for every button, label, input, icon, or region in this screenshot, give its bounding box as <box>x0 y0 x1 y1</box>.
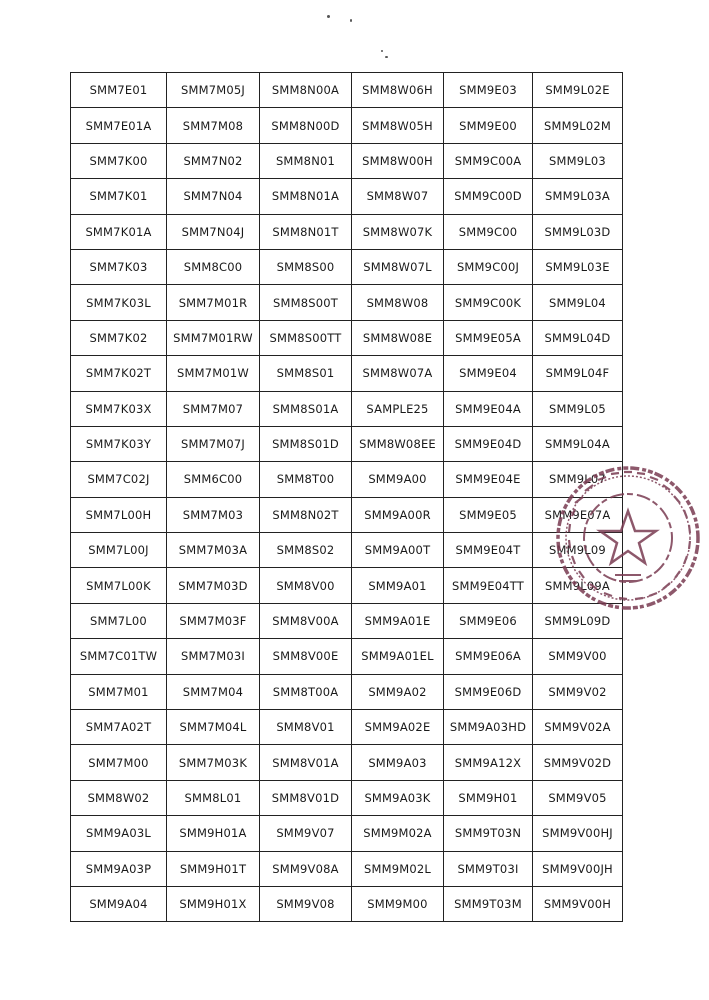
part-number-cell: SMM7K00 <box>71 143 167 178</box>
table-row <box>71 745 623 780</box>
part-number-cell: SMM7L00K <box>71 568 167 603</box>
table-row <box>71 816 623 851</box>
part-number-cell: SMM7M03I <box>167 639 260 674</box>
part-number-cell: SMM9M00 <box>352 886 444 921</box>
part-number-cell: SMM9A03K <box>352 780 444 815</box>
part-number-cell: SMM7M03K <box>167 745 260 780</box>
table-row <box>71 143 623 178</box>
part-number-cell: SMM7M03 <box>167 497 260 532</box>
part-number-cell: SMM7M00 <box>71 745 167 780</box>
part-number-cell: SMM8T00 <box>260 462 352 497</box>
part-number-cell: SMM9V02A <box>533 710 623 745</box>
table-row <box>71 426 623 461</box>
part-number-cell: SMM9C00J <box>444 249 533 284</box>
part-number-cell: SMM7K03Y <box>71 426 167 461</box>
part-number-cell: SMM9A00T <box>352 533 444 568</box>
part-number-cell: SMM7N04 <box>167 179 260 214</box>
part-number-cell: SMM9A00 <box>352 462 444 497</box>
part-number-cell: SMM9V00 <box>533 639 623 674</box>
table-row <box>71 73 623 108</box>
part-number-cell: SMM7E01A <box>71 108 167 143</box>
part-number-cell: SMM9L03A <box>533 179 623 214</box>
part-number-cell: SMM8V01A <box>260 745 352 780</box>
part-number-cell: SMM9A01EL <box>352 639 444 674</box>
part-number-cell: SMM9L03D <box>533 214 623 249</box>
table-row <box>71 674 623 709</box>
table-row <box>71 710 623 745</box>
part-number-cell: SMM7K02T <box>71 356 167 391</box>
part-number-cell: SMM9M02L <box>352 851 444 886</box>
table-row <box>71 356 623 391</box>
part-number-cell: SMM9C00D <box>444 179 533 214</box>
part-number-cell: SAMPLE25 <box>352 391 444 426</box>
part-number-cell: SMM9L05 <box>533 391 623 426</box>
part-number-cell: SMM7K03 <box>71 249 167 284</box>
part-number-cell: SMM9V07 <box>260 816 352 851</box>
part-number-cell: SMM7A02T <box>71 710 167 745</box>
part-number-cell: SMM8W08 <box>352 285 444 320</box>
part-number-cell: SMM9V05 <box>533 780 623 815</box>
part-number-cell: SMM9T03M <box>444 886 533 921</box>
part-number-cell: SMM7C01TW <box>71 639 167 674</box>
part-number-cell: SMM8W07K <box>352 214 444 249</box>
part-number-cell: SMM9L07 <box>533 462 623 497</box>
part-number-cell: SMM9V02D <box>533 745 623 780</box>
table-row <box>71 285 623 320</box>
part-number-cell: SMM7N04J <box>167 214 260 249</box>
part-number-cell: SMM7C02J <box>71 462 167 497</box>
part-number-cell: SMM7M03F <box>167 603 260 638</box>
part-number-cell: SMM8V00E <box>260 639 352 674</box>
part-number-cell: SMM9A03HD <box>444 710 533 745</box>
part-number-cell: SMM8S01A <box>260 391 352 426</box>
part-number-cell: SMM8V00A <box>260 603 352 638</box>
part-number-cell: SMM7M04 <box>167 674 260 709</box>
part-number-cell: SMM8N00D <box>260 108 352 143</box>
part-number-cell: SMM8V01D <box>260 780 352 815</box>
part-number-cell: SMM8N01T <box>260 214 352 249</box>
part-number-cell: SMM7E01 <box>71 73 167 108</box>
part-number-cell: SMM9E07A <box>533 497 623 532</box>
part-number-cell: SMM9V08 <box>260 886 352 921</box>
part-number-cell: SMM9E04A <box>444 391 533 426</box>
part-number-cell: SMM8W00H <box>352 143 444 178</box>
part-number-cell: SMM8W07 <box>352 179 444 214</box>
table-row <box>71 320 623 355</box>
table-row <box>71 214 623 249</box>
part-number-cell: SMM8W02 <box>71 780 167 815</box>
part-number-cell: SMM7N02 <box>167 143 260 178</box>
part-number-cell: SMM9V02 <box>533 674 623 709</box>
part-number-cell: SMM9L03 <box>533 143 623 178</box>
part-number-cell: SMM8W06H <box>352 73 444 108</box>
part-number-cell: SMM8L01 <box>167 780 260 815</box>
part-number-cell: SMM9A03P <box>71 851 167 886</box>
part-number-cell: SMM8C00 <box>167 249 260 284</box>
part-number-cell: SMM9A01 <box>352 568 444 603</box>
part-number-cell: SMM7M04L <box>167 710 260 745</box>
table-row <box>71 249 623 284</box>
part-number-cell: SMM9H01 <box>444 780 533 815</box>
part-number-cell: SMM9E05 <box>444 497 533 532</box>
part-number-cell: SMM8S01 <box>260 356 352 391</box>
part-number-cell: SMM8V00 <box>260 568 352 603</box>
part-number-cell: SMM7M01RW <box>167 320 260 355</box>
table-row <box>71 603 623 638</box>
part-number-cell: SMM9E04T <box>444 533 533 568</box>
part-number-table-body <box>71 73 623 922</box>
part-number-cell: SMM9L09A <box>533 568 623 603</box>
part-number-cell: SMM9M02A <box>352 816 444 851</box>
part-number-cell: SMM7K02 <box>71 320 167 355</box>
part-number-cell: SMM7L00H <box>71 497 167 532</box>
part-number-cell: SMM9A04 <box>71 886 167 921</box>
part-number-cell: SMM8S01D <box>260 426 352 461</box>
part-number-cell: SMM9A01E <box>352 603 444 638</box>
table-row <box>71 780 623 815</box>
table-row <box>71 391 623 426</box>
part-number-cell: SMM9T03N <box>444 816 533 851</box>
part-number-cell: SMM9L02M <box>533 108 623 143</box>
part-number-cell: SMM8N01 <box>260 143 352 178</box>
part-number-cell: SMM8N02T <box>260 497 352 532</box>
part-number-cell: SMM7K01 <box>71 179 167 214</box>
part-number-cell: SMM9V08A <box>260 851 352 886</box>
part-number-cell: SMM9E00 <box>444 108 533 143</box>
table-row <box>71 886 623 921</box>
part-number-cell: SMM9H01A <box>167 816 260 851</box>
scan-speck <box>327 15 330 18</box>
part-number-cell: SMM8T00A <box>260 674 352 709</box>
part-number-cell: SMM9E04E <box>444 462 533 497</box>
part-number-cell: SMM9L03E <box>533 249 623 284</box>
table-row <box>71 179 623 214</box>
part-number-cell: SMM9E05A <box>444 320 533 355</box>
part-number-cell: SMM9L09 <box>533 533 623 568</box>
part-number-cell: SMM7M07J <box>167 426 260 461</box>
part-number-cell: SMM7K01A <box>71 214 167 249</box>
scan-speck <box>350 19 352 22</box>
part-number-cell: SMM8S00T <box>260 285 352 320</box>
part-number-cell: SMM8W07L <box>352 249 444 284</box>
part-number-cell: SMM7M07 <box>167 391 260 426</box>
table-row <box>71 462 623 497</box>
part-number-cell: SMM9C00 <box>444 214 533 249</box>
part-number-cell: SMM9E06A <box>444 639 533 674</box>
part-number-cell: SMM8N01A <box>260 179 352 214</box>
part-number-cell: SMM9A02E <box>352 710 444 745</box>
table-row <box>71 497 623 532</box>
part-number-cell: SMM7K03L <box>71 285 167 320</box>
part-number-cell: SMM9H01X <box>167 886 260 921</box>
part-number-cell: SMM7M03A <box>167 533 260 568</box>
part-number-cell: SMM8W08E <box>352 320 444 355</box>
part-number-cell: SMM7M01W <box>167 356 260 391</box>
part-number-cell: SMM9L09D <box>533 603 623 638</box>
part-number-cell: SMM9E04D <box>444 426 533 461</box>
part-number-cell: SMM9L04 <box>533 285 623 320</box>
part-number-cell: SMM7L00 <box>71 603 167 638</box>
part-number-cell: SMM8V01 <box>260 710 352 745</box>
table-row <box>71 108 623 143</box>
part-number-cell: SMM9L04F <box>533 356 623 391</box>
part-number-cell: SMM9E03 <box>444 73 533 108</box>
part-number-cell: SMM7M01 <box>71 674 167 709</box>
scan-speck <box>385 56 388 58</box>
part-number-cell: SMM8N00A <box>260 73 352 108</box>
part-number-cell: SMM9A00R <box>352 497 444 532</box>
part-number-cell: SMM8W08EE <box>352 426 444 461</box>
part-number-cell: SMM9E06D <box>444 674 533 709</box>
table-row <box>71 568 623 603</box>
part-number-cell: SMM9A02 <box>352 674 444 709</box>
part-number-cell: SMM9E04TT <box>444 568 533 603</box>
part-number-cell: SMM7L00J <box>71 533 167 568</box>
part-number-cell: SMM9T03I <box>444 851 533 886</box>
part-number-cell: SMM9H01T <box>167 851 260 886</box>
part-number-cell: SMM8W05H <box>352 108 444 143</box>
part-number-cell: SMM9L02E <box>533 73 623 108</box>
scan-speck <box>381 50 383 52</box>
part-number-cell: SMM9A03 <box>352 745 444 780</box>
table-row <box>71 851 623 886</box>
part-number-cell: SMM8S02 <box>260 533 352 568</box>
part-number-cell: SMM9C00K <box>444 285 533 320</box>
part-number-cell: SMM9L04D <box>533 320 623 355</box>
part-number-cell: SMM7M05J <box>167 73 260 108</box>
part-number-cell: SMM9E04 <box>444 356 533 391</box>
part-number-table <box>70 72 623 922</box>
part-number-cell: SMM9C00A <box>444 143 533 178</box>
table-row <box>71 533 623 568</box>
part-number-cell: SMM9E06 <box>444 603 533 638</box>
part-number-cell: SMM8W07A <box>352 356 444 391</box>
part-number-cell: SMM9A03L <box>71 816 167 851</box>
part-number-cell: SMM6C00 <box>167 462 260 497</box>
part-number-cell: SMM8S00TT <box>260 320 352 355</box>
part-number-cell: SMM7M03D <box>167 568 260 603</box>
part-number-cell: SMM9A12X <box>444 745 533 780</box>
part-number-cell: SMM8S00 <box>260 249 352 284</box>
part-number-cell: SMM9V00HJ <box>533 816 623 851</box>
table-row <box>71 639 623 674</box>
part-number-cell: SMM7K03X <box>71 391 167 426</box>
part-number-cell: SMM7M01R <box>167 285 260 320</box>
part-number-cell: SMM9V00JH <box>533 851 623 886</box>
part-number-cell: SMM7M08 <box>167 108 260 143</box>
part-number-cell: SMM9L04A <box>533 426 623 461</box>
part-number-cell: SMM9V00H <box>533 886 623 921</box>
